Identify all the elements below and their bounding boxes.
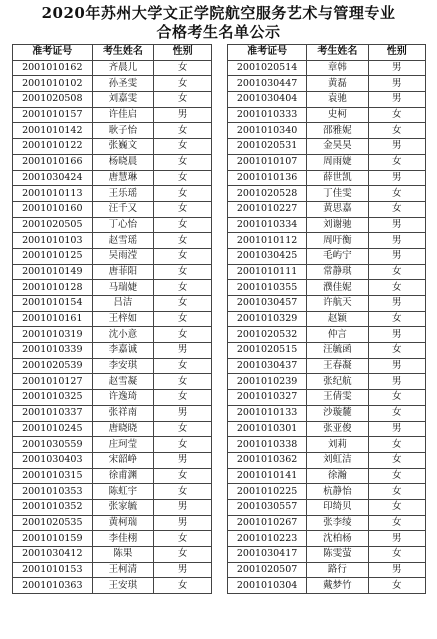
table-header-row bbox=[13, 45, 212, 61]
exam-id-cell: 2001010157 bbox=[13, 107, 93, 123]
exam-id-cell: 2001010107 bbox=[228, 154, 307, 170]
gender-cell: 女 bbox=[368, 515, 425, 531]
exam-id-cell: 2001010301 bbox=[228, 421, 307, 437]
table-row bbox=[13, 92, 212, 108]
name-cell: 赵颖 bbox=[307, 311, 368, 327]
gender-cell: 男 bbox=[368, 60, 425, 76]
table-row bbox=[228, 515, 426, 531]
name-cell: 常静琪 bbox=[307, 264, 368, 280]
table-row bbox=[13, 484, 212, 500]
table-row bbox=[13, 499, 212, 515]
name-cell: 沙璇麓 bbox=[307, 405, 368, 421]
exam-id-cell: 2001030559 bbox=[13, 437, 93, 453]
exam-id-cell: 2001010340 bbox=[228, 123, 307, 139]
gender-cell: 男 bbox=[154, 562, 212, 578]
gender-cell: 女 bbox=[368, 201, 425, 217]
name-cell: 沈柏杨 bbox=[307, 531, 368, 547]
gender-cell: 女 bbox=[154, 327, 212, 343]
exam-id-cell: 2001010227 bbox=[228, 201, 307, 217]
exam-id-cell: 2001020508 bbox=[13, 92, 93, 108]
name-cell: 赵雪凝 bbox=[92, 374, 154, 390]
table-row bbox=[228, 468, 426, 484]
gender-cell: 男 bbox=[154, 107, 212, 123]
exam-id-cell: 2001030437 bbox=[228, 358, 307, 374]
name-cell: 丁心怡 bbox=[92, 217, 154, 233]
table-row bbox=[13, 248, 212, 264]
name-cell: 黄磊 bbox=[307, 76, 368, 92]
table-row bbox=[13, 154, 212, 170]
gender-cell: 女 bbox=[154, 484, 212, 500]
table-row bbox=[228, 343, 426, 359]
table-row bbox=[228, 452, 426, 468]
name-cell: 耿子怡 bbox=[92, 123, 154, 139]
name-cell: 濮佳妮 bbox=[307, 280, 368, 296]
exam-id-cell: 2001010223 bbox=[228, 531, 307, 547]
gender-cell: 男 bbox=[368, 170, 425, 186]
table-row bbox=[228, 123, 426, 139]
exam-id-cell: 2001010136 bbox=[228, 170, 307, 186]
exam-id-cell: 2001010304 bbox=[228, 578, 307, 594]
table-row bbox=[228, 280, 426, 296]
exam-id-cell: 2001010225 bbox=[228, 484, 307, 500]
table-row bbox=[13, 358, 212, 374]
left-candidate-table bbox=[12, 44, 212, 594]
table-row bbox=[13, 531, 212, 547]
name-cell: 陈虹宇 bbox=[92, 484, 154, 500]
gender-cell: 女 bbox=[154, 374, 212, 390]
exam-id-cell: 2001010267 bbox=[228, 515, 307, 531]
exam-id-cell: 2001010161 bbox=[13, 311, 93, 327]
exam-id-cell: 2001010111 bbox=[228, 264, 307, 280]
exam-id-cell: 2001010122 bbox=[13, 139, 93, 155]
table-row bbox=[13, 201, 212, 217]
gender-cell: 男 bbox=[154, 343, 212, 359]
table-row bbox=[228, 139, 426, 155]
name-cell: 周雨婕 bbox=[307, 154, 368, 170]
exam-id-cell: 2001030404 bbox=[228, 92, 307, 108]
name-cell: 史柯 bbox=[307, 107, 368, 123]
gender-cell: 男 bbox=[154, 515, 212, 531]
exam-id-cell: 2001010325 bbox=[13, 390, 93, 406]
name-cell: 张亚俊 bbox=[307, 421, 368, 437]
gender-cell: 女 bbox=[368, 107, 425, 123]
gender-cell: 女 bbox=[368, 484, 425, 500]
table-row bbox=[13, 578, 212, 594]
table-row bbox=[228, 547, 426, 563]
exam-id-cell: 2001010362 bbox=[228, 452, 307, 468]
name-cell: 王乐瑶 bbox=[92, 186, 154, 202]
name-cell: 刘虹洁 bbox=[307, 452, 368, 468]
exam-id-cell: 2001020514 bbox=[228, 60, 307, 76]
gender-cell: 女 bbox=[368, 452, 425, 468]
exam-id-cell: 2001010127 bbox=[13, 374, 93, 390]
gender-cell: 女 bbox=[154, 139, 212, 155]
exam-id-cell: 2001010352 bbox=[13, 499, 93, 515]
gender-cell: 女 bbox=[154, 123, 212, 139]
table-row bbox=[228, 60, 426, 76]
name-cell: 张李绫 bbox=[307, 515, 368, 531]
gender-cell: 女 bbox=[154, 264, 212, 280]
name-cell: 汪千又 bbox=[92, 201, 154, 217]
table-row bbox=[228, 499, 426, 515]
table-row bbox=[228, 233, 426, 249]
gender-cell: 男 bbox=[368, 139, 425, 155]
table-row bbox=[13, 405, 212, 421]
exam-id-cell: 2001010112 bbox=[228, 233, 307, 249]
exam-id-cell: 2001010245 bbox=[13, 421, 93, 437]
header-exam-id: 准考证号 bbox=[228, 45, 307, 61]
exam-id-cell: 2001010102 bbox=[13, 76, 93, 92]
name-cell: 唐晓晓 bbox=[92, 421, 154, 437]
name-cell: 汪毓函 bbox=[307, 343, 368, 359]
exam-id-cell: 2001010363 bbox=[13, 578, 93, 594]
gender-cell: 男 bbox=[154, 499, 212, 515]
table-row bbox=[228, 562, 426, 578]
table-row bbox=[228, 327, 426, 343]
exam-id-cell: 2001010329 bbox=[228, 311, 307, 327]
name-cell: 许航天 bbox=[307, 296, 368, 312]
exam-id-cell: 2001030447 bbox=[228, 76, 307, 92]
gender-cell: 男 bbox=[368, 374, 425, 390]
table-row bbox=[13, 547, 212, 563]
gender-cell: 女 bbox=[368, 468, 425, 484]
name-cell: 陈果 bbox=[92, 547, 154, 563]
table-row bbox=[13, 311, 212, 327]
name-cell: 刘谢驰 bbox=[307, 217, 368, 233]
name-cell: 刘嘉雯 bbox=[92, 92, 154, 108]
gender-cell: 女 bbox=[154, 547, 212, 563]
gender-cell: 男 bbox=[368, 531, 425, 547]
gender-cell: 女 bbox=[368, 499, 425, 515]
gender-cell: 女 bbox=[154, 437, 212, 453]
table-row bbox=[228, 437, 426, 453]
name-cell: 徐瀚 bbox=[307, 468, 368, 484]
table-row bbox=[13, 327, 212, 343]
table-row bbox=[228, 76, 426, 92]
gender-cell: 女 bbox=[368, 343, 425, 359]
gender-cell: 女 bbox=[154, 60, 212, 76]
name-cell: 章韩 bbox=[307, 60, 368, 76]
table-row bbox=[13, 390, 212, 406]
table-row bbox=[228, 201, 426, 217]
table-row bbox=[228, 358, 426, 374]
gender-cell: 男 bbox=[368, 421, 425, 437]
table-row bbox=[13, 76, 212, 92]
gender-cell: 女 bbox=[154, 186, 212, 202]
gender-cell: 男 bbox=[154, 452, 212, 468]
exam-id-cell: 2001010154 bbox=[13, 296, 93, 312]
table-row bbox=[13, 468, 212, 484]
gender-cell: 女 bbox=[154, 201, 212, 217]
name-cell: 张家毓 bbox=[92, 499, 154, 515]
exam-id-cell: 2001020528 bbox=[228, 186, 307, 202]
table-row bbox=[13, 296, 212, 312]
gender-cell: 男 bbox=[154, 405, 212, 421]
gender-cell: 女 bbox=[368, 547, 425, 563]
name-cell: 丁佳雯 bbox=[307, 186, 368, 202]
exam-id-cell: 2001010355 bbox=[228, 280, 307, 296]
page-title: 2020年苏州大学文正学院航空服务艺术与管理专业 bbox=[41, 4, 396, 22]
exam-id-cell: 2001010162 bbox=[13, 60, 93, 76]
exam-id-cell: 2001030424 bbox=[13, 170, 93, 186]
exam-id-cell: 2001020515 bbox=[228, 343, 307, 359]
name-cell: 唐慧琳 bbox=[92, 170, 154, 186]
exam-id-cell: 2001030403 bbox=[13, 452, 93, 468]
gender-cell: 女 bbox=[368, 578, 425, 594]
name-cell: 李佳栩 bbox=[92, 531, 154, 547]
exam-id-cell: 2001010128 bbox=[13, 280, 93, 296]
exam-id-cell: 2001010159 bbox=[13, 531, 93, 547]
table-row bbox=[228, 248, 426, 264]
exam-id-cell: 2001010141 bbox=[228, 468, 307, 484]
name-cell: 路行 bbox=[307, 562, 368, 578]
name-cell: 仲言 bbox=[307, 327, 368, 343]
exam-id-cell: 2001020535 bbox=[13, 515, 93, 531]
exam-id-cell: 2001030417 bbox=[228, 547, 307, 563]
table-row bbox=[13, 280, 212, 296]
table-row bbox=[13, 452, 212, 468]
table-row bbox=[228, 217, 426, 233]
gender-cell: 女 bbox=[154, 76, 212, 92]
exam-id-cell: 2001020532 bbox=[228, 327, 307, 343]
gender-cell: 女 bbox=[368, 390, 425, 406]
name-cell: 赵雪瑶 bbox=[92, 233, 154, 249]
exam-id-cell: 2001010125 bbox=[13, 248, 93, 264]
gender-cell: 女 bbox=[154, 92, 212, 108]
header-name: 考生姓名 bbox=[307, 45, 368, 61]
table-row bbox=[13, 421, 212, 437]
table-row bbox=[13, 264, 212, 280]
exam-id-cell: 2001010239 bbox=[228, 374, 307, 390]
gender-cell: 男 bbox=[368, 248, 425, 264]
name-cell: 徐甫渊 bbox=[92, 468, 154, 484]
table-row bbox=[13, 170, 212, 186]
exam-id-cell: 2001010319 bbox=[13, 327, 93, 343]
gender-cell: 女 bbox=[154, 531, 212, 547]
name-cell: 李嘉诚 bbox=[92, 343, 154, 359]
name-cell: 唐菲阳 bbox=[92, 264, 154, 280]
name-cell: 吴雨滢 bbox=[92, 248, 154, 264]
gender-cell: 女 bbox=[368, 186, 425, 202]
name-cell: 王梓如 bbox=[92, 311, 154, 327]
name-cell: 王安琪 bbox=[92, 578, 154, 594]
gender-cell: 女 bbox=[154, 280, 212, 296]
table-row bbox=[228, 531, 426, 547]
gender-cell: 男 bbox=[368, 217, 425, 233]
gender-cell: 男 bbox=[368, 327, 425, 343]
table-row bbox=[13, 233, 212, 249]
name-cell: 王春凝 bbox=[307, 358, 368, 374]
table-row bbox=[13, 217, 212, 233]
name-cell: 沈小意 bbox=[92, 327, 154, 343]
exam-id-cell: 2001020505 bbox=[13, 217, 93, 233]
gender-cell: 女 bbox=[154, 421, 212, 437]
name-cell: 许逸琦 bbox=[92, 390, 154, 406]
exam-id-cell: 2001010149 bbox=[13, 264, 93, 280]
table-row bbox=[13, 186, 212, 202]
name-cell: 张巍文 bbox=[92, 139, 154, 155]
gender-cell: 女 bbox=[154, 578, 212, 594]
name-cell: 毛屿宁 bbox=[307, 248, 368, 264]
name-cell: 马瑞婕 bbox=[92, 280, 154, 296]
exam-id-cell: 2001010334 bbox=[228, 217, 307, 233]
exam-id-cell: 2001010133 bbox=[228, 405, 307, 421]
exam-id-cell: 2001010315 bbox=[13, 468, 93, 484]
table-row bbox=[228, 311, 426, 327]
gender-cell: 男 bbox=[368, 562, 425, 578]
table-row bbox=[228, 170, 426, 186]
table-row bbox=[13, 343, 212, 359]
gender-cell: 男 bbox=[368, 92, 425, 108]
exam-id-cell: 2001030412 bbox=[13, 547, 93, 563]
gender-cell: 女 bbox=[368, 280, 425, 296]
name-cell: 印绮贝 bbox=[307, 499, 368, 515]
right-candidate-table bbox=[227, 44, 426, 594]
table-row bbox=[13, 139, 212, 155]
name-cell: 张纪航 bbox=[307, 374, 368, 390]
table-row bbox=[228, 578, 426, 594]
gender-cell: 女 bbox=[154, 311, 212, 327]
name-cell: 杨晓晨 bbox=[92, 154, 154, 170]
exam-id-cell: 2001010153 bbox=[13, 562, 93, 578]
exam-id-cell: 2001010337 bbox=[13, 405, 93, 421]
gender-cell: 男 bbox=[368, 296, 425, 312]
exam-id-cell: 2001010338 bbox=[228, 437, 307, 453]
exam-id-cell: 2001020531 bbox=[228, 139, 307, 155]
name-cell: 陈雯萤 bbox=[307, 547, 368, 563]
table-row bbox=[228, 405, 426, 421]
name-cell: 许佳启 bbox=[92, 107, 154, 123]
name-cell: 宋韶峥 bbox=[92, 452, 154, 468]
gender-cell: 女 bbox=[154, 217, 212, 233]
table-row bbox=[228, 186, 426, 202]
table-row bbox=[228, 92, 426, 108]
table-row bbox=[13, 437, 212, 453]
gender-cell: 女 bbox=[368, 123, 425, 139]
gender-cell: 男 bbox=[368, 76, 425, 92]
exam-id-cell: 2001030425 bbox=[228, 248, 307, 264]
gender-cell: 女 bbox=[368, 437, 425, 453]
page-subtitle: 合格考生名单公示 bbox=[156, 23, 281, 41]
table-row bbox=[228, 107, 426, 123]
name-cell: 薛世凯 bbox=[307, 170, 368, 186]
exam-id-cell: 2001010160 bbox=[13, 201, 93, 217]
name-cell: 张祥南 bbox=[92, 405, 154, 421]
name-cell: 孙圣雯 bbox=[92, 76, 154, 92]
table-row bbox=[228, 264, 426, 280]
exam-id-cell: 2001030557 bbox=[228, 499, 307, 515]
name-cell: 袁驰 bbox=[307, 92, 368, 108]
name-cell: 黄柯瑞 bbox=[92, 515, 154, 531]
name-cell: 杭静怡 bbox=[307, 484, 368, 500]
gender-cell: 女 bbox=[154, 296, 212, 312]
exam-id-cell: 2001010353 bbox=[13, 484, 93, 500]
table-row bbox=[228, 390, 426, 406]
gender-cell: 女 bbox=[154, 390, 212, 406]
exam-id-cell: 2001010142 bbox=[13, 123, 93, 139]
exam-id-cell: 2001030457 bbox=[228, 296, 307, 312]
gender-cell: 女 bbox=[154, 170, 212, 186]
table-row bbox=[228, 296, 426, 312]
table-row bbox=[228, 374, 426, 390]
name-cell: 戴梦竹 bbox=[307, 578, 368, 594]
exam-id-cell: 2001010339 bbox=[13, 343, 93, 359]
table-row bbox=[228, 154, 426, 170]
table-header-row bbox=[228, 45, 426, 61]
name-cell: 王倩雯 bbox=[307, 390, 368, 406]
name-cell: 黄思嘉 bbox=[307, 201, 368, 217]
gender-cell: 男 bbox=[368, 358, 425, 374]
gender-cell: 女 bbox=[154, 154, 212, 170]
name-cell: 庄珂莹 bbox=[92, 437, 154, 453]
exam-id-cell: 2001020539 bbox=[13, 358, 93, 374]
gender-cell: 女 bbox=[368, 311, 425, 327]
exam-id-cell: 2001010103 bbox=[13, 233, 93, 249]
exam-id-cell: 2001010333 bbox=[228, 107, 307, 123]
table-row bbox=[13, 515, 212, 531]
name-cell: 刘莉 bbox=[307, 437, 368, 453]
table-row bbox=[13, 60, 212, 76]
exam-id-cell: 2001020507 bbox=[228, 562, 307, 578]
name-cell: 王柯清 bbox=[92, 562, 154, 578]
table-row bbox=[13, 107, 212, 123]
name-cell: 邵雅妮 bbox=[307, 123, 368, 139]
exam-id-cell: 2001010113 bbox=[13, 186, 93, 202]
exam-id-cell: 2001010327 bbox=[228, 390, 307, 406]
gender-cell: 女 bbox=[154, 248, 212, 264]
gender-cell: 女 bbox=[154, 233, 212, 249]
name-cell: 周吁衡 bbox=[307, 233, 368, 249]
name-cell: 李安琪 bbox=[92, 358, 154, 374]
name-cell: 金昊昊 bbox=[307, 139, 368, 155]
gender-cell: 女 bbox=[154, 358, 212, 374]
table-row bbox=[228, 421, 426, 437]
gender-cell: 男 bbox=[368, 233, 425, 249]
table-row bbox=[13, 562, 212, 578]
table-row bbox=[228, 484, 426, 500]
gender-cell: 女 bbox=[154, 468, 212, 484]
name-cell: 吕洁 bbox=[92, 296, 154, 312]
header-exam-id: 准考证号 bbox=[13, 45, 93, 61]
gender-cell: 女 bbox=[368, 405, 425, 421]
header-name: 考生姓名 bbox=[92, 45, 154, 61]
table-row bbox=[13, 374, 212, 390]
exam-id-cell: 2001010166 bbox=[13, 154, 93, 170]
name-cell: 齐晨儿 bbox=[92, 60, 154, 76]
gender-cell: 女 bbox=[368, 154, 425, 170]
gender-cell: 女 bbox=[368, 264, 425, 280]
header-gender: 性别 bbox=[368, 45, 425, 61]
header-gender: 性别 bbox=[154, 45, 212, 61]
table-row bbox=[13, 123, 212, 139]
